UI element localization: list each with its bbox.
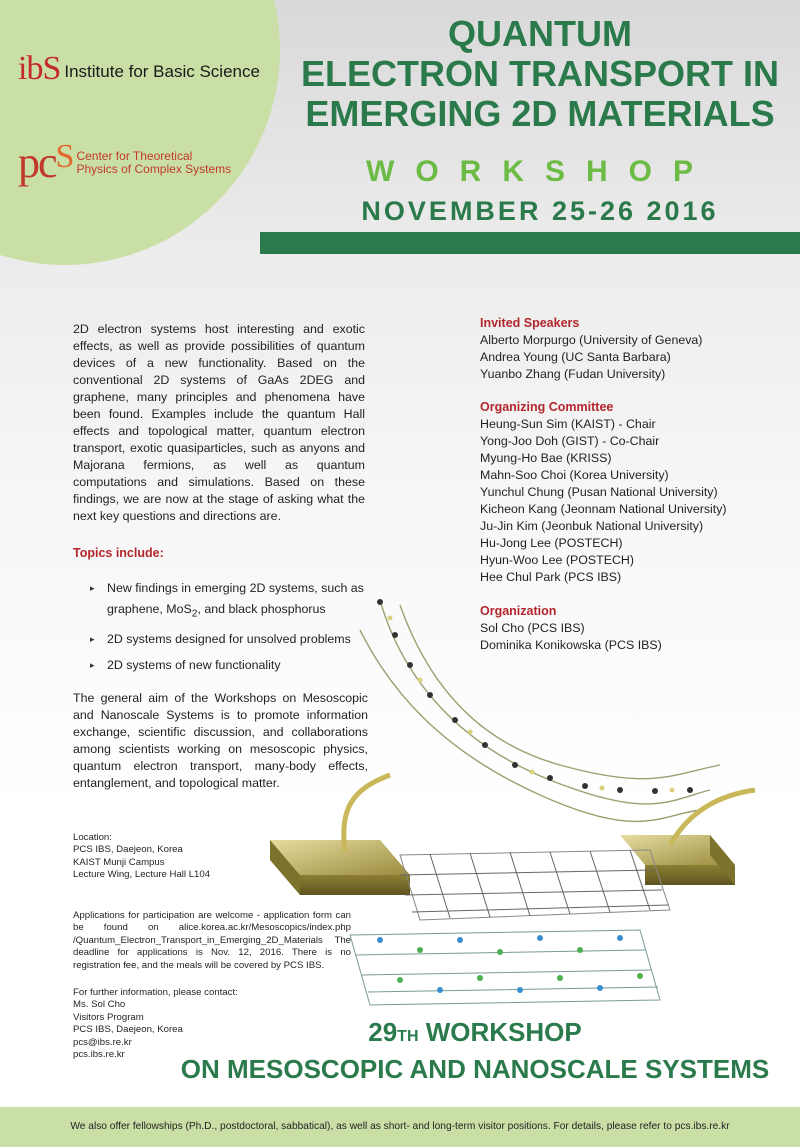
committee-item: Yunchul Chung (Pusan National University) [480, 485, 718, 499]
location-line2: KAIST Munji Campus [73, 856, 165, 868]
title-line1: QUANTUM [448, 13, 632, 54]
pcs-name-line2: Physics of Complex Systems [76, 162, 232, 176]
committee-item: Kicheon Kang (Jeonnam National University) [480, 502, 727, 516]
ribbon-atoms-yellow [388, 616, 675, 793]
fellowship-bar: We also offer fellowships (Ph.D., postdoctoral, sabbatical), as well as short- and long-term visitor positions. For details, please refer to pcs.ibs.re.kr [0, 1107, 800, 1147]
organization-item: Sol Cho (PCS IBS) [480, 621, 585, 635]
title-line3: EMERGING 2D MATERIALS [305, 93, 775, 134]
committee-item: Hee Chul Park (PCS IBS) [480, 570, 622, 584]
pcs-logo-mark [18, 140, 72, 185]
pcs-logo-name [76, 150, 231, 176]
speaker-item: Andrea Young (UC Santa Barbara) [480, 350, 671, 364]
topic-1-text-end: , and black phosphorus [197, 602, 326, 616]
substrate-lattice [350, 930, 660, 1005]
organization-item: Dominika Konikowska (PCS IBS) [480, 638, 662, 652]
pcs-logo [18, 140, 231, 185]
graphene-device-illustration [250, 590, 800, 1010]
organizing-committee [480, 399, 780, 586]
committee-item: Ju-Jin Kim (Jeonbuk National University) [480, 519, 704, 533]
topics-heading: Topics include: [73, 546, 164, 560]
organization-heading: Organization [480, 604, 557, 618]
contact-email[interactable]: pcs@ibs.re.kr [73, 1036, 132, 1048]
committee-item: Hyun-Woo Lee (POSTECH) [480, 553, 635, 567]
title-line2: ELECTRON TRANSPORT IN [300, 53, 779, 94]
location-line3: Lecture Wing, Lecture Hall L104 [73, 869, 211, 881]
footer-title-line1-text: WORKSHOP [418, 1017, 582, 1047]
ribbon-atoms [377, 599, 693, 794]
pcs-mark-p: pc [18, 138, 56, 187]
workshop-title [290, 14, 790, 134]
contact-name: Ms. Sol Cho [73, 999, 126, 1011]
pcs-mark-s: S [55, 138, 73, 175]
ibs-logo-name: Institute for Basic Science [64, 62, 260, 81]
footer-workshop-number: 29 [368, 1017, 398, 1047]
invited-speakers [480, 315, 780, 383]
location-block [73, 832, 210, 882]
footer-workshop-title [160, 1016, 790, 1085]
applications-paragraph: Applications for participation are welcome - application form can be found on alice.korea.ac.kr/Mesoscopics/index.php /Quantum_Electron_Transport_in_Emerging_2D_Materials The deadline for applications is Nov. 12, 2016. There is no registration fee, and the meals will be covered by PCS IBS. [73, 910, 351, 971]
topic-item: ▸ 2D systems of new functionality [90, 655, 380, 676]
footer-title-line2: ON MESOSCOPIC AND NANOSCALE SYSTEMS [180, 1054, 770, 1084]
aim-paragraph: The general aim of the Workshops on Mesoscopic and Nanoscale Systems is to promote information exchange, scientific discussion, and collaborations among scientists working on mesoscopic physics, quantum electron transport, many-body effects, entanglement, and topological matter. [73, 691, 368, 790]
contact-program: Visitors Program [73, 1011, 144, 1023]
substrate-atoms [377, 935, 643, 993]
speaker-item: Alberto Morpurgo (University of Geneva) [480, 333, 703, 347]
title-green-bar [260, 232, 800, 254]
contact-website[interactable]: pcs.ibs.re.kr [73, 1049, 125, 1061]
graphene-sheet [400, 850, 670, 920]
ibs-logo-mark: ibS [18, 50, 61, 87]
logo-circle-background [0, 0, 280, 265]
committee-heading: Organizing Committee [480, 400, 614, 414]
ribbon-lattice [360, 600, 720, 821]
speaker-item: Yuanbo Zhang (Fudan University) [480, 367, 666, 381]
footer-title-line1 [160, 1016, 790, 1053]
topic-1-text: New findings in emerging 2D systems, such as graphene, MoS [107, 581, 364, 616]
committee-item: Myung-Ho Bae (KRISS) [480, 451, 612, 465]
workshop-dates: NOVEMBER 25-26 2016 [361, 196, 719, 226]
workshop-label: WORKSHOP [366, 155, 714, 188]
contact-label: For further information, please contact: [73, 987, 238, 998]
committee-item: Hu-Jong Lee (POSTECH) [480, 536, 623, 550]
contact-org: PCS IBS, Daejeon, Korea [73, 1024, 183, 1036]
location-label: Location: [73, 832, 112, 843]
pcs-name-line1: Center for Theoretical [76, 149, 193, 163]
invited-heading: Invited Speakers [480, 316, 580, 330]
footer-ordinal-suffix: TH [397, 1028, 419, 1045]
committee-item: Yong-Joo Doh (GIST) - Co-Chair [480, 434, 660, 448]
committee-item: Heung-Sun Sim (KAIST) - Chair [480, 417, 656, 431]
topic-1-subscript: 2 [191, 608, 198, 620]
location-line1: PCS IBS, Daejeon, Korea [73, 844, 183, 856]
left-electrode [270, 775, 410, 895]
intro-paragraph: 2D electron systems host interesting and exotic effects, as well as provide possibilities of quantum devices of a new functionality. Based on the conventional 2D systems of GaAs 2DEG and graphene, many principles and phenomena have been found. Examples include the quantum Hall effects and topological matter, quantum electron transport, exotic quasiparticles, such as anyons and Majorana fermions, as well as quantum computations and simulations. Based on these findings, we are now at the stage of asking what the next key questions and directions are. [73, 322, 365, 523]
topic-item: ▸ 2D systems designed for unsolved problems [90, 629, 380, 650]
ibs-logo [18, 52, 260, 86]
committee-item: Mahn-Soo Choi (Korea University) [480, 468, 669, 482]
